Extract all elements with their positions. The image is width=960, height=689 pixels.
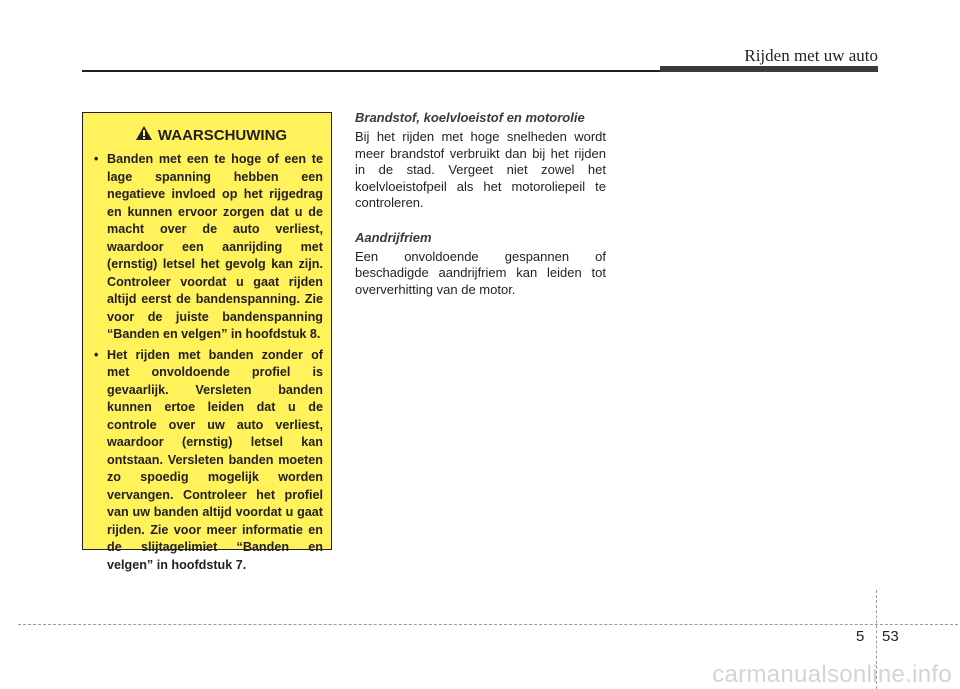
header-rule-thin <box>82 70 662 72</box>
warning-triangle-icon <box>135 125 153 145</box>
warning-box <box>82 112 332 572</box>
warning-item-text: Banden met een te hoge of een te lage spanning hebben een negatieve invloed op het rijgedrag en kunnen ervoor zorgen dat u de macht over de auto verliest, waardoor een aanrijding met (ernstig) letsel het gevolg kan zijn. Controleer voordat u gaat rijden altijd eerst de bandenspanning. Zie voor de juiste bandenspanning “Banden en velgen” in hoofdstuk 8. <box>107 152 323 341</box>
warning-title: WAARSCHUWING <box>157 126 288 144</box>
bullet: • <box>94 347 99 362</box>
footer-divider <box>18 624 958 625</box>
warning-list <box>93 151 323 574</box>
running-header: Rijden met uw auto <box>744 46 878 65</box>
warning-item <box>93 347 323 575</box>
section-heading-belt: Aandrijfriem <box>355 229 432 245</box>
section-body-fuel: Bij het rijden met hoge snelheden wordt meer brandstof verbruikt dan bij het rijden in de stad. Vergeet niet zowel het koelvloeistofpeil als het motoroliepeil te controleren. <box>355 129 606 210</box>
main-column <box>355 110 606 316</box>
section-heading-fuel: Brandstof, koelvloeistof en motorolie <box>355 110 585 125</box>
watermark: carmanualsonline.info <box>712 661 952 688</box>
warning-heading <box>99 125 323 145</box>
header-rule-thick <box>660 66 878 72</box>
page-number: 53 <box>882 628 899 645</box>
chapter-number: 5 <box>856 628 865 645</box>
warning-item <box>93 151 323 344</box>
bullet: • <box>94 152 99 166</box>
section-body-belt: Een onvoldoende gespannen of beschadigde aandrijfriem kan leiden tot oververhitting van de motor. <box>355 248 606 297</box>
warning-item-text: Het rijden met banden zonder of met onvoldoende profiel is gevaarlijk. Versleten banden kunnen ertoe leiden dat u de controle over uw auto verliest, waardoor (ernstig) letsel kan ontstaan. Versleten banden moeten zo spoedig mogelijk worden vervangen. Controleer het profiel van uw banden altijd voordat u gaat rijden. Zie voor meer informatie en de slijtagelimiet “Banden en velgen” in hoofdstuk 7. <box>107 347 323 572</box>
